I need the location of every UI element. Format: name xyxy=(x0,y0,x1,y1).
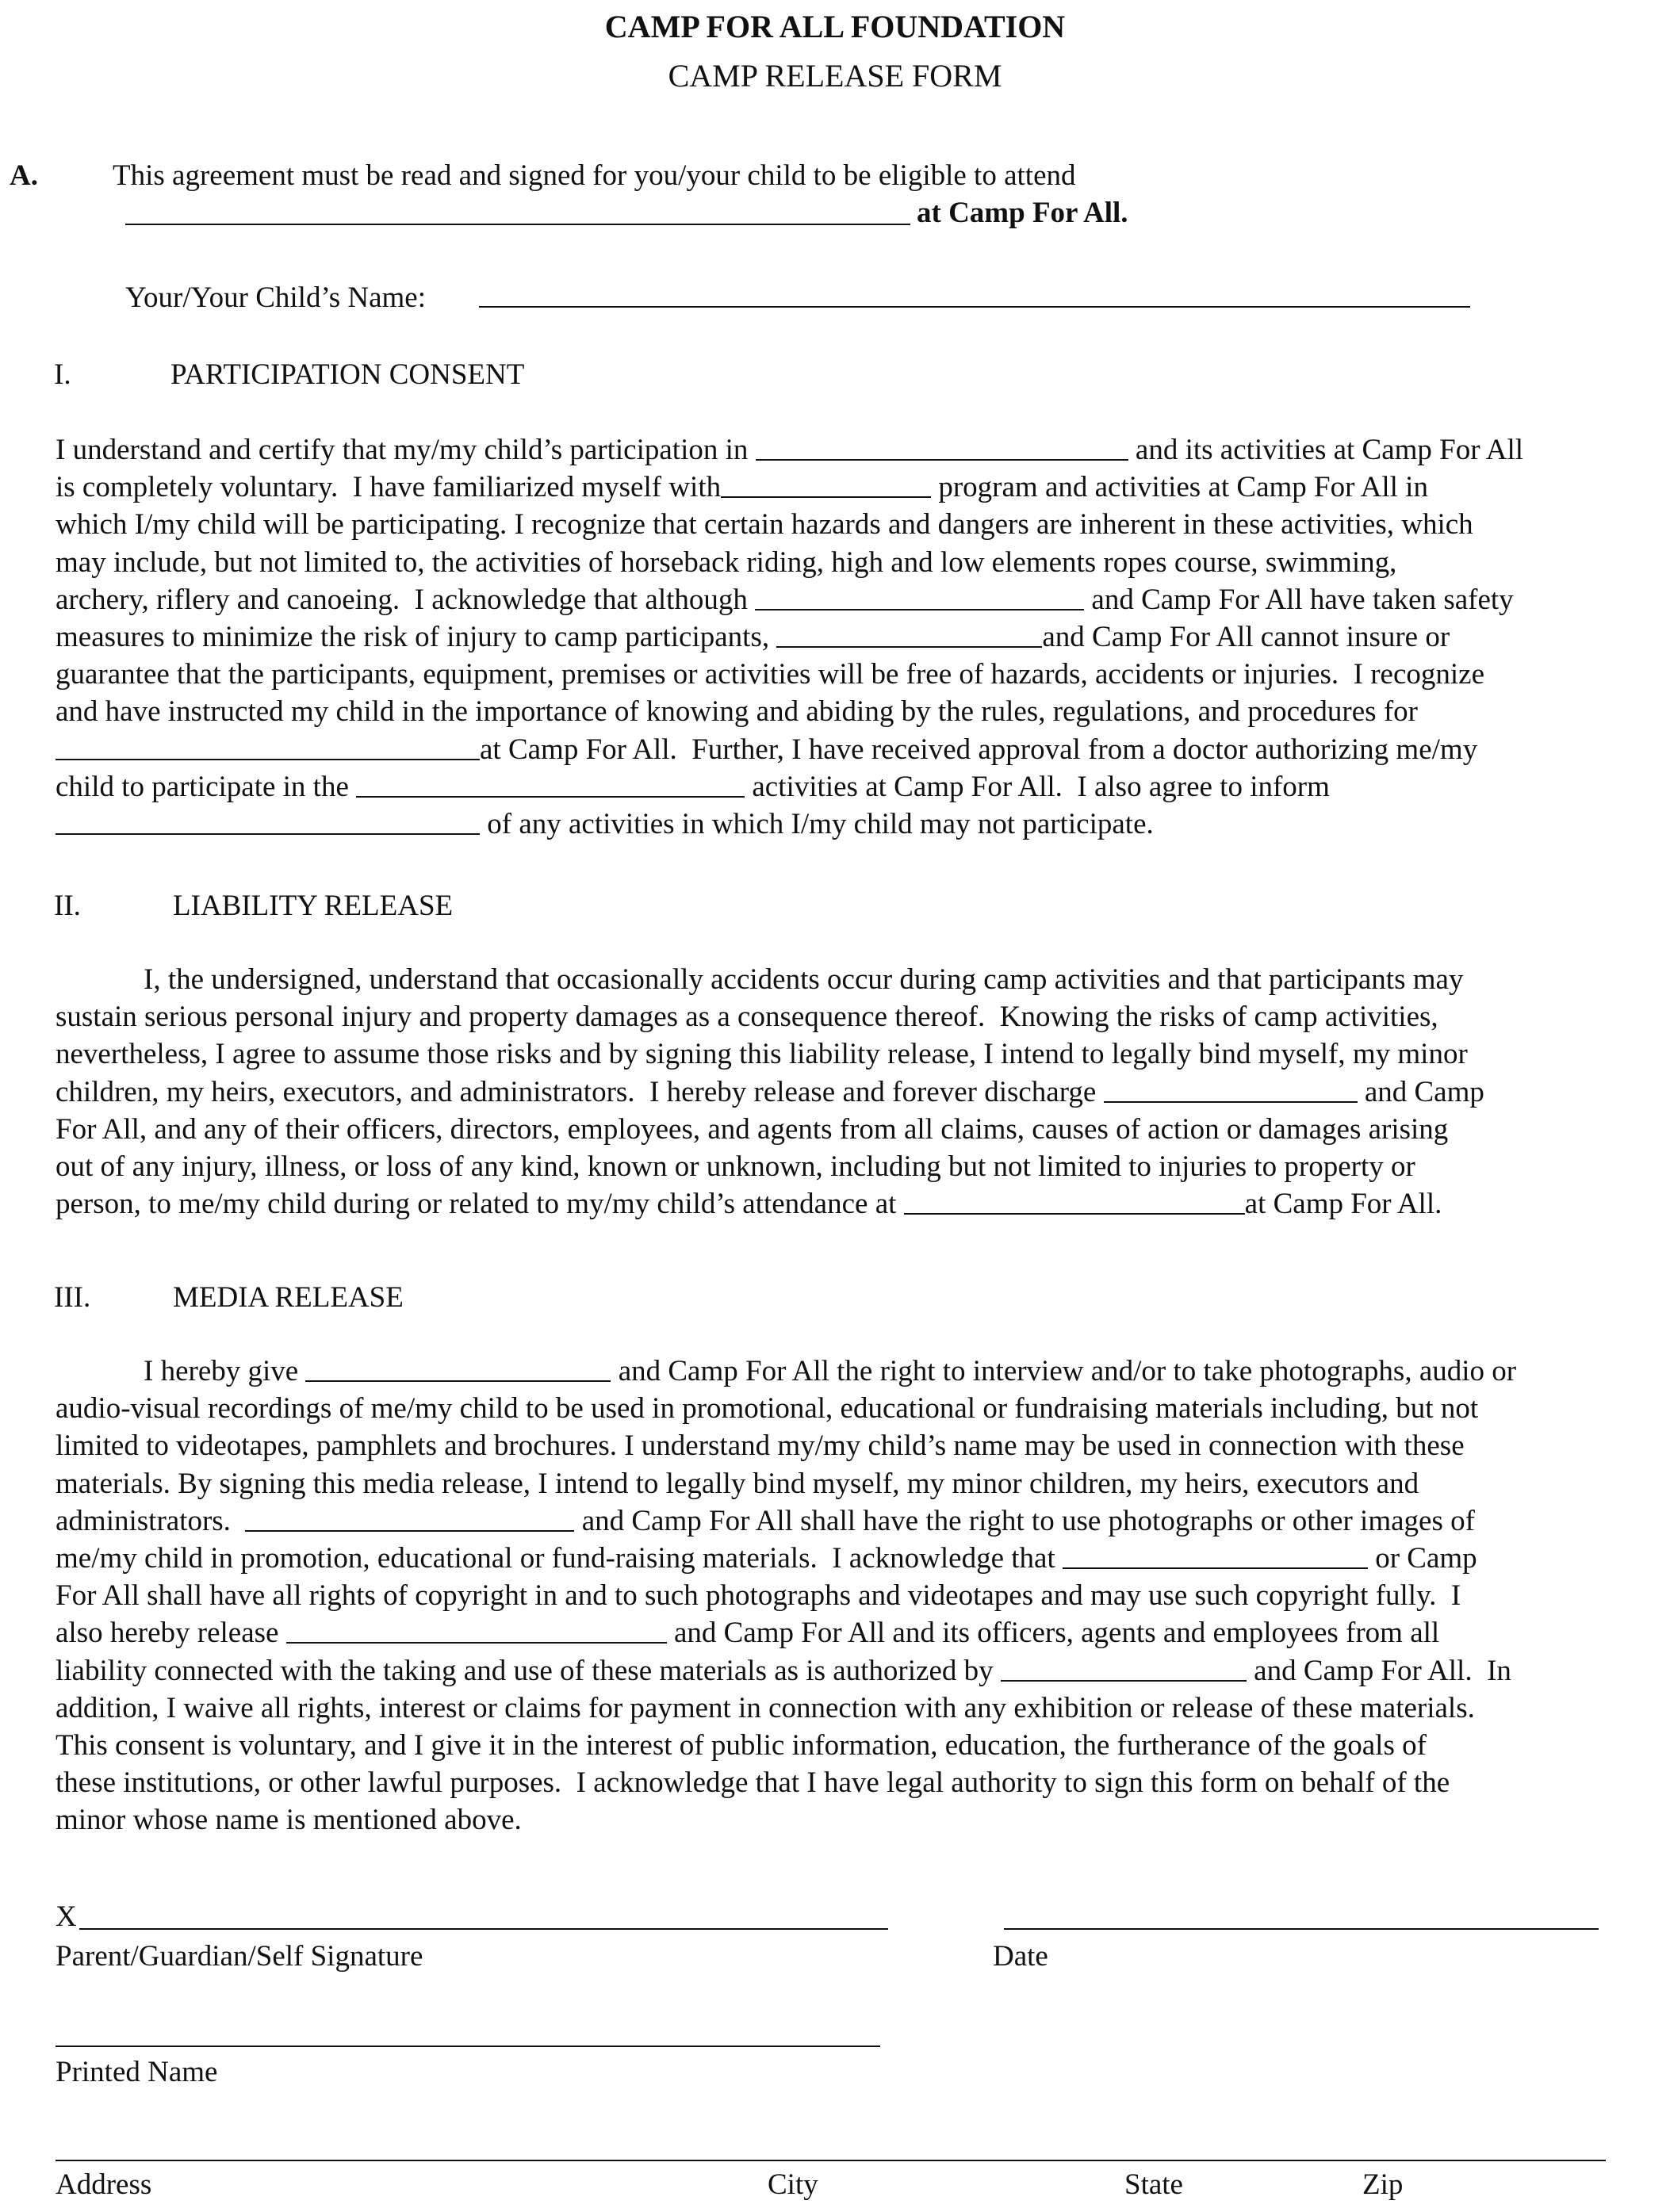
signature-x-mark: X xyxy=(56,1900,77,1933)
paragraph-line xyxy=(56,1540,1657,1577)
paragraph-line xyxy=(56,693,1657,730)
paragraph-line xyxy=(56,1035,1657,1073)
paragraph-text: I, the undersigned, understand that occasionally accidents occur during camp activities and that participants may xyxy=(56,963,1464,996)
section3-number: III. xyxy=(54,1281,91,1314)
paragraph-line xyxy=(56,961,1657,998)
fill-in-blank[interactable] xyxy=(721,496,931,498)
fill-in-blank[interactable] xyxy=(305,1380,611,1382)
paragraph-line xyxy=(56,768,1657,806)
paragraph-line xyxy=(56,656,1657,693)
paragraph-text: which I/my child will be participating. I recognize that certain hazards and dangers are inherent in these activities, which xyxy=(56,508,1473,542)
paragraph-text: or Camp xyxy=(1367,1541,1477,1575)
section2-paragraph xyxy=(56,961,1657,1223)
printed-name-line[interactable] xyxy=(56,2046,880,2047)
paragraph-text: activities at Camp For All. I also agree to inform xyxy=(745,770,1330,803)
fill-in-blank[interactable] xyxy=(245,1529,574,1532)
paragraph-line xyxy=(56,1801,1657,1839)
form-subtitle: CAMP RELEASE FORM xyxy=(668,58,1002,94)
paragraph-line xyxy=(56,1652,1657,1690)
paragraph-text: and Camp For All and its officers, agents and employees from all xyxy=(666,1617,1440,1650)
paragraph-line xyxy=(56,506,1657,543)
paragraph-text: archery, riflery and canoeing. I acknowledge that although xyxy=(56,583,756,616)
paragraph-text: sustain serious personal injury and property damages as a consequence thereof. Knowing the risks of camp activities, xyxy=(56,1001,1438,1034)
paragraph-text: and Camp For All the right to interview and/or to take photographs, audio or xyxy=(611,1355,1517,1387)
paragraph-line xyxy=(56,1727,1657,1764)
paragraph-line xyxy=(56,1111,1657,1148)
paragraph-text: This consent is voluntary, and I give it in the interest of public information, education, the furtherance of the goals of xyxy=(56,1728,1427,1762)
address-label: Address xyxy=(56,2168,152,2201)
city-label: City xyxy=(768,2168,818,2201)
paragraph-text: I understand and certify that my/my child’s participation in xyxy=(56,434,756,466)
date-label: Date xyxy=(993,1940,1048,1973)
paragraph-text: and Camp For All shall have the right to use photographs or other images of xyxy=(574,1504,1475,1537)
paragraph-text: and have instructed my child in the importance of knowing and abiding by the rules, regulations, and procedures for xyxy=(56,695,1418,729)
paragraph-line xyxy=(56,431,1657,469)
section3-paragraph xyxy=(56,1353,1657,1839)
paragraph-line xyxy=(56,1353,1657,1390)
paragraph-text: liability connected with the taking and use of these materials as is authorized by xyxy=(56,1654,1001,1687)
paragraph-text: measures to minimize the risk of injury to camp participants, xyxy=(56,620,777,653)
paragraph-text: out of any injury, illness, or loss of any kind, known or unknown, including but not limited to injuries to property or xyxy=(56,1150,1415,1183)
fill-in-blank[interactable] xyxy=(1063,1567,1368,1569)
paragraph-line xyxy=(56,1185,1657,1223)
paragraph-text: limited to videotapes, pamphlets and brochures. I understand my/my child’s name may be used in connection with these xyxy=(56,1429,1465,1463)
paragraph-text: For All shall have all rights of copyright in and to such photographs and videotapes and may use such copyright fully. I xyxy=(56,1579,1461,1613)
paragraph-text: is completely voluntary. I have familiarized myself with xyxy=(56,471,722,504)
fill-in-blank[interactable] xyxy=(1001,1679,1247,1682)
fill-in-blank[interactable] xyxy=(356,795,745,798)
paragraph-text: children, my heirs, executors, and administrators. I hereby release and forever discharge xyxy=(56,1075,1104,1108)
paragraph-line xyxy=(56,581,1657,618)
printed-name-label: Printed Name xyxy=(56,2056,218,2088)
fill-in-blank[interactable] xyxy=(286,1641,667,1644)
fill-in-blank[interactable] xyxy=(1104,1100,1358,1103)
fill-in-blank[interactable] xyxy=(56,832,480,835)
paragraph-text: me/my child in promotion, educational or fund-raising materials. I acknowledge that xyxy=(56,1541,1063,1575)
paragraph-text: these institutions, or other lawful purposes. I acknowledge that I have legal authority to sign this form on behalf of the xyxy=(56,1766,1450,1800)
paragraph-text: administrators. xyxy=(56,1504,246,1537)
intro-line1: This agreement must be read and signed for you/your child to be eligible to attend xyxy=(113,159,1076,192)
intro-line2-suffix: at Camp For All. xyxy=(917,197,1128,229)
signature-line[interactable] xyxy=(79,1928,888,1930)
paragraph-text: program and activities at Camp For All in xyxy=(931,471,1428,504)
paragraph-line xyxy=(56,1427,1657,1464)
paragraph-text: child to participate in the xyxy=(56,770,357,803)
fill-in-blank[interactable] xyxy=(755,608,1084,610)
section2-heading: LIABILITY RELEASE xyxy=(173,890,454,922)
paragraph-text: of any activities in which I/my child may not participate. xyxy=(480,807,1154,840)
paragraph-line xyxy=(56,1148,1657,1185)
paragraph-line xyxy=(56,1764,1657,1801)
section2-number: II. xyxy=(54,890,81,922)
camp-program-blank[interactable] xyxy=(125,224,910,225)
child-name-label: Your/Your Child’s Name: xyxy=(125,281,426,314)
paragraph-text: and its activities at Camp For All xyxy=(1128,434,1524,466)
signature-label: Parent/Guardian/Self Signature xyxy=(56,1940,423,1973)
paragraph-line xyxy=(56,469,1657,506)
paragraph-text: minor whose name is mentioned above. xyxy=(56,1804,522,1837)
paragraph-text: at Camp For All. Further, I have received approval from a doctor authorizing me/my xyxy=(480,733,1478,766)
paragraph-text: addition, I waive all rights, interest or claims for payment in connection with any exhibition or release of these materials. xyxy=(56,1691,1475,1724)
paragraph-line xyxy=(56,998,1657,1035)
paragraph-text: and Camp For All have taken safety xyxy=(1084,583,1514,616)
paragraph-line xyxy=(56,1073,1657,1111)
paragraph-text: audio-visual recordings of me/my child to be used in promotional, educational or fundraising materials including, but not xyxy=(56,1392,1479,1426)
paragraph-text: materials. By signing this media release, I intend to legally bind myself, my minor children, my heirs, executors and xyxy=(56,1467,1419,1500)
paragraph-text: person, to me/my child during or related to my/my child’s attendance at xyxy=(56,1188,904,1221)
paragraph-text: may include, but not limited to, the activities of horseback riding, high and low elements ropes course, swimming, xyxy=(56,545,1397,579)
paragraph-text: nevertheless, I agree to assume those risks and by signing this liability release, I intend to legally bind myself, my minor xyxy=(56,1038,1468,1071)
paragraph-text: I hereby give xyxy=(56,1355,306,1387)
zip-label: Zip xyxy=(1362,2168,1404,2201)
section1-number: I. xyxy=(54,358,71,391)
paragraph-text: guarantee that the participants, equipment, premises or activities will be free of hazards, accidents or injuries. I recognize xyxy=(56,658,1485,691)
paragraph-line xyxy=(56,1577,1657,1614)
fill-in-blank[interactable] xyxy=(56,758,480,760)
child-name-blank[interactable] xyxy=(479,306,1470,308)
fill-in-blank[interactable] xyxy=(904,1212,1245,1215)
paragraph-text: and Camp xyxy=(1357,1075,1484,1108)
paragraph-text: at Camp For All. xyxy=(1244,1188,1442,1221)
paragraph-line xyxy=(56,731,1657,768)
section3-heading: MEDIA RELEASE xyxy=(173,1281,404,1314)
paragraph-line xyxy=(56,1502,1657,1540)
section1-paragraph xyxy=(56,431,1657,843)
form-title: CAMP FOR ALL FOUNDATION xyxy=(604,9,1066,44)
paragraph-line xyxy=(56,618,1657,656)
paragraph-text: also hereby release xyxy=(56,1617,286,1650)
state-label: State xyxy=(1124,2168,1183,2201)
paragraph-text: For All, and any of their officers, directors, employees, and agents from all claims, causes of action or damages arising xyxy=(56,1112,1449,1146)
paragraph-text: and Camp For All. In xyxy=(1246,1654,1511,1687)
paragraph-line xyxy=(56,806,1657,843)
paragraph-line xyxy=(56,544,1657,581)
paragraph-line xyxy=(56,1390,1657,1427)
address-line[interactable] xyxy=(56,2160,1606,2161)
section-a-marker: A. xyxy=(10,159,38,192)
paragraph-line xyxy=(56,1465,1657,1502)
fill-in-blank[interactable] xyxy=(776,645,1042,648)
paragraph-text: and Camp For All cannot insure or xyxy=(1042,620,1450,653)
paragraph-line xyxy=(56,1690,1657,1727)
fill-in-blank[interactable] xyxy=(756,458,1128,461)
section1-heading: PARTICIPATION CONSENT xyxy=(170,358,525,391)
date-line[interactable] xyxy=(1004,1928,1599,1930)
paragraph-line xyxy=(56,1614,1657,1651)
